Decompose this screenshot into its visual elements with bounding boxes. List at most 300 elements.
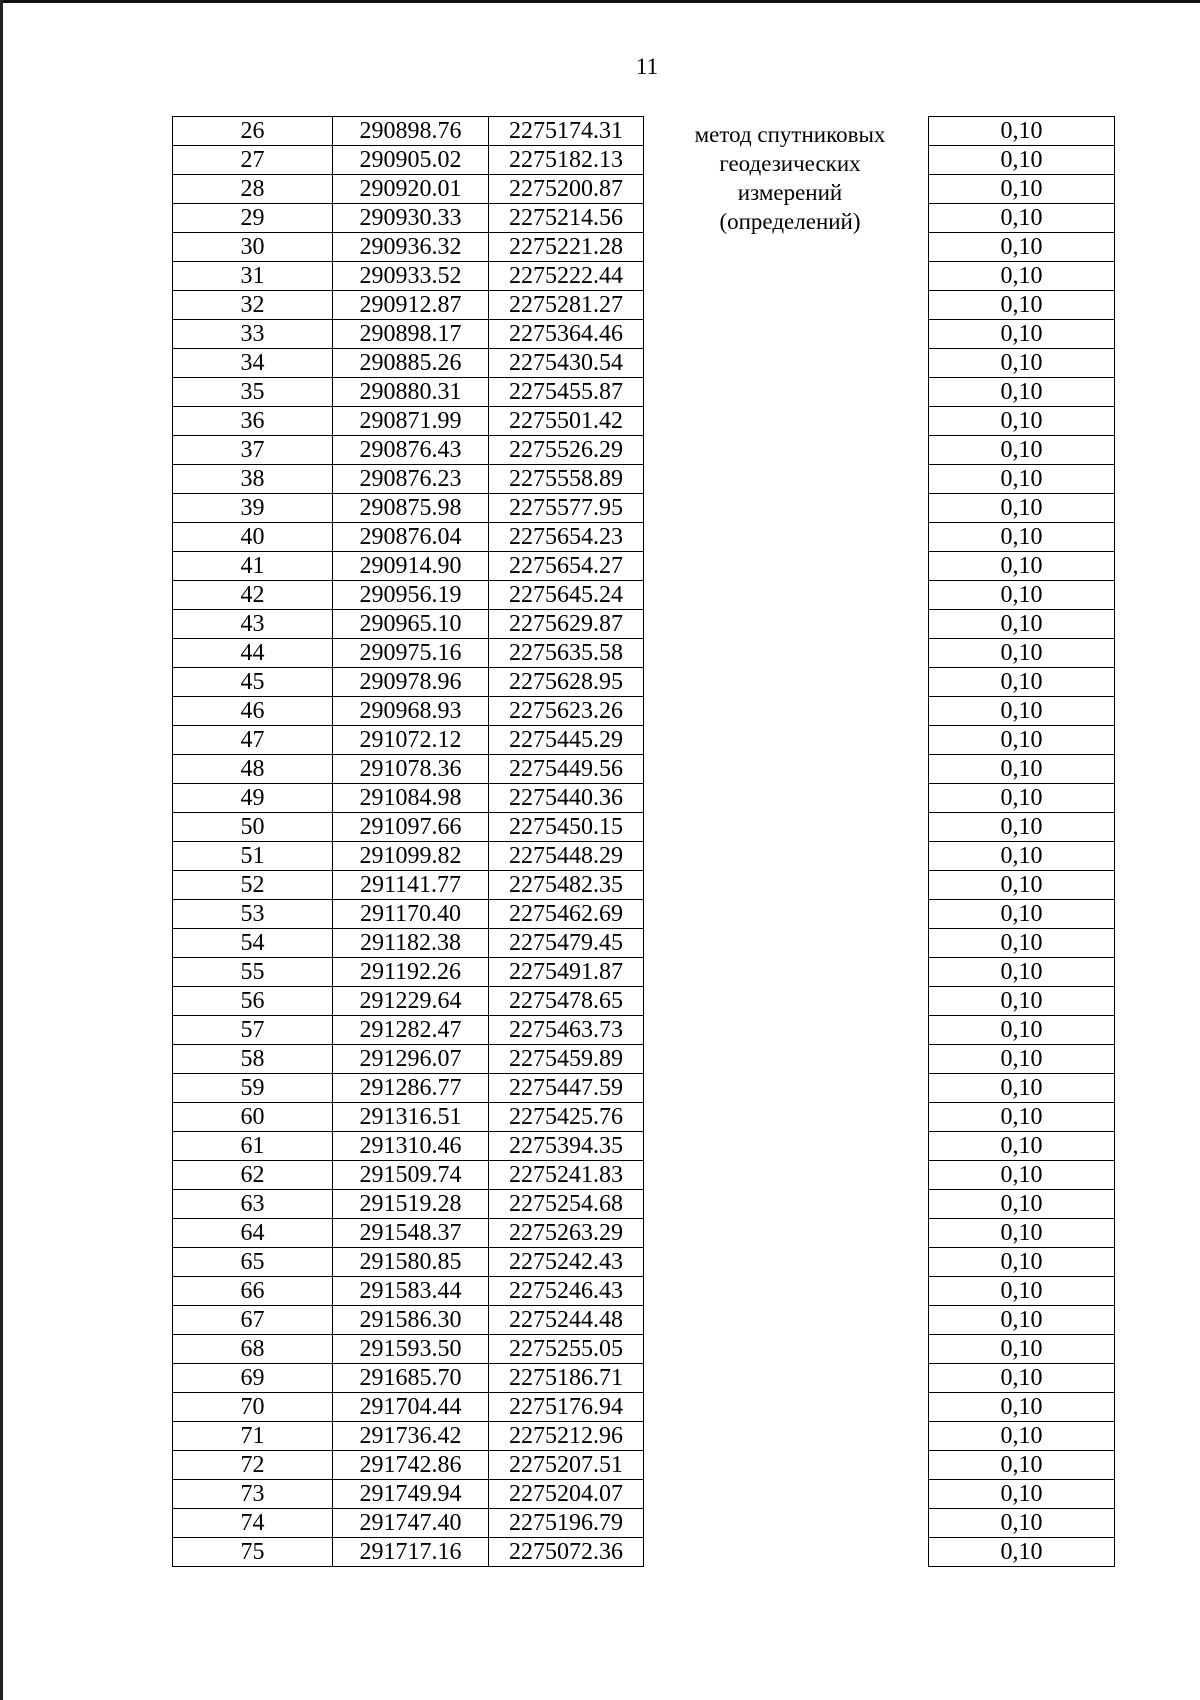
table-row [173,929,644,958]
x-coordinate-cell: 290898.76 [333,117,489,146]
y-coordinate-cell: 2275482.35 [489,871,644,900]
table-row [929,117,1115,146]
x-coordinate-cell: 291736.42 [333,1422,489,1451]
point-number-cell: 49 [173,784,333,813]
table-row [929,1248,1115,1277]
y-coordinate-cell: 2275241.83 [489,1161,644,1190]
y-coordinate-cell: 2275449.56 [489,755,644,784]
precision-cell: 0,10 [929,1451,1115,1480]
point-number-cell: 40 [173,523,333,552]
y-coordinate-cell: 2275196.79 [489,1509,644,1538]
y-coordinate-cell: 2275204.07 [489,1480,644,1509]
point-number-cell: 37 [173,436,333,465]
page-number: 11 [635,54,659,79]
y-coordinate-cell: 2275200.87 [489,175,644,204]
y-coordinate-cell: 2275242.43 [489,1248,644,1277]
x-coordinate-cell: 291717.16 [333,1538,489,1567]
table-row [173,726,644,755]
table-row [929,813,1115,842]
precision-cell: 0,10 [929,900,1115,929]
precision-cell: 0,10 [929,523,1115,552]
table-row [173,697,644,726]
x-coordinate-cell: 291593.50 [333,1335,489,1364]
point-number-cell: 59 [173,1074,333,1103]
table-row [929,1045,1115,1074]
table-row [173,987,644,1016]
precision-cell: 0,10 [929,929,1115,958]
table-row [173,436,644,465]
precision-cell: 0,10 [929,1393,1115,1422]
table-row [173,958,644,987]
table-row [929,175,1115,204]
table-row [929,1480,1115,1509]
y-coordinate-cell: 2275623.26 [489,697,644,726]
table-row [173,784,644,813]
x-coordinate-cell: 291742.86 [333,1451,489,1480]
precision-cell: 0,10 [929,1103,1115,1132]
table-row [929,552,1115,581]
y-coordinate-cell: 2275182.13 [489,146,644,175]
x-coordinate-cell: 291229.64 [333,987,489,1016]
x-coordinate-cell: 290898.17 [333,320,489,349]
y-coordinate-cell: 2275445.29 [489,726,644,755]
table-row [173,1016,644,1045]
table-row [173,1509,644,1538]
precision-cell: 0,10 [929,726,1115,755]
precision-cell: 0,10 [929,552,1115,581]
method-line: метод спутниковых [694,122,886,147]
point-number-cell: 34 [173,349,333,378]
x-coordinate-cell: 291749.94 [333,1480,489,1509]
table-row [173,523,644,552]
table-row [173,378,644,407]
method-line: измерений [737,180,843,205]
y-coordinate-cell: 2275455.87 [489,378,644,407]
y-coordinate-cell: 2275440.36 [489,784,644,813]
x-coordinate-cell: 290965.10 [333,610,489,639]
point-number-cell: 35 [173,378,333,407]
table-row [929,1364,1115,1393]
table-row [173,204,644,233]
x-coordinate-cell: 291097.66 [333,813,489,842]
x-coordinate-cell: 290975.16 [333,639,489,668]
table-row [173,175,644,204]
table-row [929,436,1115,465]
point-number-cell: 65 [173,1248,333,1277]
table-row [929,1132,1115,1161]
point-number-cell: 56 [173,987,333,1016]
precision-cell: 0,10 [929,1306,1115,1335]
method-description [680,120,900,236]
table-row [173,552,644,581]
table-row [173,1306,644,1335]
precision-cell: 0,10 [929,407,1115,436]
x-coordinate-cell: 290978.96 [333,668,489,697]
x-coordinate-cell: 290875.98 [333,494,489,523]
y-coordinate-cell: 2275072.36 [489,1538,644,1567]
point-number-cell: 32 [173,291,333,320]
table-row [173,494,644,523]
precision-cell: 0,10 [929,987,1115,1016]
coordinates-table-body [173,117,644,1567]
x-coordinate-cell: 290876.43 [333,436,489,465]
x-coordinate-cell: 291583.44 [333,1277,489,1306]
x-coordinate-cell: 291580.85 [333,1248,489,1277]
table-row [929,668,1115,697]
table-row [173,668,644,697]
table-row [929,958,1115,987]
point-number-cell: 55 [173,958,333,987]
precision-cell: 0,10 [929,436,1115,465]
point-number-cell: 36 [173,407,333,436]
x-coordinate-cell: 291316.51 [333,1103,489,1132]
y-coordinate-cell: 2275526.29 [489,436,644,465]
table-row [173,233,644,262]
y-coordinate-cell: 2275448.29 [489,842,644,871]
precision-cell: 0,10 [929,639,1115,668]
method-line: геодезических [719,151,861,176]
table-row [173,1161,644,1190]
table-row [173,900,644,929]
x-coordinate-cell: 291141.77 [333,871,489,900]
y-coordinate-cell: 2275425.76 [489,1103,644,1132]
precision-cell: 0,10 [929,842,1115,871]
y-coordinate-cell: 2275635.58 [489,639,644,668]
x-coordinate-cell: 291519.28 [333,1190,489,1219]
y-coordinate-cell: 2275394.35 [489,1132,644,1161]
x-coordinate-cell: 290885.26 [333,349,489,378]
table-row [173,465,644,494]
x-coordinate-cell: 291170.40 [333,900,489,929]
precision-cell: 0,10 [929,1219,1115,1248]
table-row [173,581,644,610]
table-row [173,291,644,320]
table-row [929,1422,1115,1451]
y-coordinate-cell: 2275246.43 [489,1277,644,1306]
precision-cell: 0,10 [929,262,1115,291]
x-coordinate-cell: 290914.90 [333,552,489,581]
x-coordinate-cell: 290876.04 [333,523,489,552]
point-number-cell: 57 [173,1016,333,1045]
coordinates-table [172,116,644,1567]
table-row [929,262,1115,291]
table-row [929,1161,1115,1190]
table-row [173,1538,644,1567]
table-row [173,1219,644,1248]
point-number-cell: 45 [173,668,333,697]
table-row [929,146,1115,175]
point-number-cell: 62 [173,1161,333,1190]
x-coordinate-cell: 291310.46 [333,1132,489,1161]
table-row [929,1219,1115,1248]
table-row [173,1364,644,1393]
point-number-cell: 31 [173,262,333,291]
point-number-cell: 66 [173,1277,333,1306]
table-row [173,146,644,175]
precision-cell: 0,10 [929,494,1115,523]
point-number-cell: 64 [173,1219,333,1248]
y-coordinate-cell: 2275463.73 [489,1016,644,1045]
table-row [929,204,1115,233]
precision-cell: 0,10 [929,204,1115,233]
table-row [929,494,1115,523]
precision-cell: 0,10 [929,610,1115,639]
x-coordinate-cell: 291192.26 [333,958,489,987]
precision-cell: 0,10 [929,958,1115,987]
x-coordinate-cell: 290905.02 [333,146,489,175]
table-row [929,407,1115,436]
point-number-cell: 73 [173,1480,333,1509]
table-row [929,610,1115,639]
x-coordinate-cell: 291586.30 [333,1306,489,1335]
x-coordinate-cell: 291548.37 [333,1219,489,1248]
point-number-cell: 27 [173,146,333,175]
precision-cell: 0,10 [929,1132,1115,1161]
point-number-cell: 28 [173,175,333,204]
table-row [929,349,1115,378]
precision-cell: 0,10 [929,291,1115,320]
point-number-cell: 43 [173,610,333,639]
page-left-border [0,0,3,1700]
point-number-cell: 29 [173,204,333,233]
point-number-cell: 42 [173,581,333,610]
point-number-cell: 48 [173,755,333,784]
table-row [173,1422,644,1451]
y-coordinate-cell: 2275628.95 [489,668,644,697]
table-row [173,610,644,639]
table-row [929,291,1115,320]
x-coordinate-cell: 291747.40 [333,1509,489,1538]
table-row [929,1306,1115,1335]
y-coordinate-cell: 2275222.44 [489,262,644,291]
point-number-cell: 46 [173,697,333,726]
x-coordinate-cell: 291078.36 [333,755,489,784]
table-row [929,900,1115,929]
y-coordinate-cell: 2275491.87 [489,958,644,987]
y-coordinate-cell: 2275186.71 [489,1364,644,1393]
y-coordinate-cell: 2275255.05 [489,1335,644,1364]
table-row [929,842,1115,871]
y-coordinate-cell: 2275478.65 [489,987,644,1016]
y-coordinate-cell: 2275176.94 [489,1393,644,1422]
table-row [173,1393,644,1422]
table-row [929,320,1115,349]
x-coordinate-cell: 290936.32 [333,233,489,262]
y-coordinate-cell: 2275244.48 [489,1306,644,1335]
y-coordinate-cell: 2275212.96 [489,1422,644,1451]
table-row [929,1335,1115,1364]
point-number-cell: 26 [173,117,333,146]
precision-cell: 0,10 [929,349,1115,378]
y-coordinate-cell: 2275459.89 [489,1045,644,1074]
precision-cell: 0,10 [929,1364,1115,1393]
point-number-cell: 47 [173,726,333,755]
point-number-cell: 33 [173,320,333,349]
point-number-cell: 60 [173,1103,333,1132]
table-row [929,1103,1115,1132]
table-row [929,987,1115,1016]
table-row [173,639,644,668]
x-coordinate-cell: 290880.31 [333,378,489,407]
y-coordinate-cell: 2275462.69 [489,900,644,929]
table-row [173,1248,644,1277]
method-line: (определений) [719,209,861,234]
table-row [929,1509,1115,1538]
x-coordinate-cell: 290876.23 [333,465,489,494]
table-row [929,784,1115,813]
precision-cell: 0,10 [929,1016,1115,1045]
table-row [929,1393,1115,1422]
point-number-cell: 39 [173,494,333,523]
x-coordinate-cell: 291704.44 [333,1393,489,1422]
precision-cell: 0,10 [929,1277,1115,1306]
point-number-cell: 75 [173,1538,333,1567]
y-coordinate-cell: 2275430.54 [489,349,644,378]
table-row [173,320,644,349]
precision-cell: 0,10 [929,378,1115,407]
table-row [173,1074,644,1103]
y-coordinate-cell: 2275450.15 [489,813,644,842]
table-row [929,1451,1115,1480]
point-number-cell: 68 [173,1335,333,1364]
table-row [929,697,1115,726]
table-row [929,233,1115,262]
precision-cell: 0,10 [929,1509,1115,1538]
x-coordinate-cell: 291509.74 [333,1161,489,1190]
table-row [173,1335,644,1364]
precision-cell: 0,10 [929,233,1115,262]
precision-cell: 0,10 [929,581,1115,610]
x-coordinate-cell: 290933.52 [333,262,489,291]
precision-cell: 0,10 [929,697,1115,726]
point-number-cell: 52 [173,871,333,900]
precision-cell: 0,10 [929,784,1115,813]
precision-cell: 0,10 [929,1161,1115,1190]
x-coordinate-cell: 290956.19 [333,581,489,610]
table-row [173,349,644,378]
y-coordinate-cell: 2275254.68 [489,1190,644,1219]
point-number-cell: 67 [173,1306,333,1335]
y-coordinate-cell: 2275174.31 [489,117,644,146]
x-coordinate-cell: 291084.98 [333,784,489,813]
precision-cell: 0,10 [929,1538,1115,1567]
point-number-cell: 53 [173,900,333,929]
table-row [929,755,1115,784]
precision-cell: 0,10 [929,813,1115,842]
y-coordinate-cell: 2275207.51 [489,1451,644,1480]
precision-cell: 0,10 [929,1190,1115,1219]
table-row [929,1277,1115,1306]
table-row [173,813,644,842]
x-coordinate-cell: 290930.33 [333,204,489,233]
y-coordinate-cell: 2275629.87 [489,610,644,639]
table-row [173,1277,644,1306]
precision-cell: 0,10 [929,175,1115,204]
point-number-cell: 61 [173,1132,333,1161]
point-number-cell: 71 [173,1422,333,1451]
table-row [929,581,1115,610]
precision-cell: 0,10 [929,1480,1115,1509]
point-number-cell: 72 [173,1451,333,1480]
precision-cell: 0,10 [929,755,1115,784]
table-row [929,726,1115,755]
point-number-cell: 69 [173,1364,333,1393]
precision-table-body [929,117,1115,1567]
point-number-cell: 51 [173,842,333,871]
table-row [173,871,644,900]
table-row [929,1538,1115,1567]
y-coordinate-cell: 2275645.24 [489,581,644,610]
y-coordinate-cell: 2275447.59 [489,1074,644,1103]
x-coordinate-cell: 290912.87 [333,291,489,320]
precision-cell: 0,10 [929,1422,1115,1451]
table-row [173,262,644,291]
point-number-cell: 70 [173,1393,333,1422]
precision-cell: 0,10 [929,1045,1115,1074]
table-row [929,465,1115,494]
table-row [929,1190,1115,1219]
y-coordinate-cell: 2275654.27 [489,552,644,581]
table-row [929,523,1115,552]
point-number-cell: 44 [173,639,333,668]
precision-cell: 0,10 [929,1248,1115,1277]
table-row [173,842,644,871]
point-number-cell: 38 [173,465,333,494]
x-coordinate-cell: 290920.01 [333,175,489,204]
table-row [173,1480,644,1509]
x-coordinate-cell: 291099.82 [333,842,489,871]
point-number-cell: 63 [173,1190,333,1219]
table-row [173,1190,644,1219]
point-number-cell: 58 [173,1045,333,1074]
table-row [173,407,644,436]
table-row [929,378,1115,407]
precision-cell: 0,10 [929,320,1115,349]
x-coordinate-cell: 291296.07 [333,1045,489,1074]
precision-cell: 0,10 [929,871,1115,900]
page-top-border [0,0,1200,3]
table-row [929,1074,1115,1103]
table-row [173,1132,644,1161]
precision-cell: 0,10 [929,117,1115,146]
x-coordinate-cell: 291286.77 [333,1074,489,1103]
y-coordinate-cell: 2275281.27 [489,291,644,320]
precision-table [928,116,1115,1567]
x-coordinate-cell: 291282.47 [333,1016,489,1045]
x-coordinate-cell: 291182.38 [333,929,489,958]
precision-cell: 0,10 [929,1335,1115,1364]
point-number-cell: 74 [173,1509,333,1538]
x-coordinate-cell: 291685.70 [333,1364,489,1393]
y-coordinate-cell: 2275364.46 [489,320,644,349]
precision-cell: 0,10 [929,668,1115,697]
table-row [929,871,1115,900]
table-row [173,1103,644,1132]
point-number-cell: 50 [173,813,333,842]
y-coordinate-cell: 2275558.89 [489,465,644,494]
x-coordinate-cell: 290968.93 [333,697,489,726]
y-coordinate-cell: 2275654.23 [489,523,644,552]
table-row [173,117,644,146]
precision-cell: 0,10 [929,1074,1115,1103]
point-number-cell: 54 [173,929,333,958]
table-row [173,755,644,784]
x-coordinate-cell: 290871.99 [333,407,489,436]
table-row [173,1451,644,1480]
table-row [929,1016,1115,1045]
y-coordinate-cell: 2275501.42 [489,407,644,436]
precision-cell: 0,10 [929,146,1115,175]
